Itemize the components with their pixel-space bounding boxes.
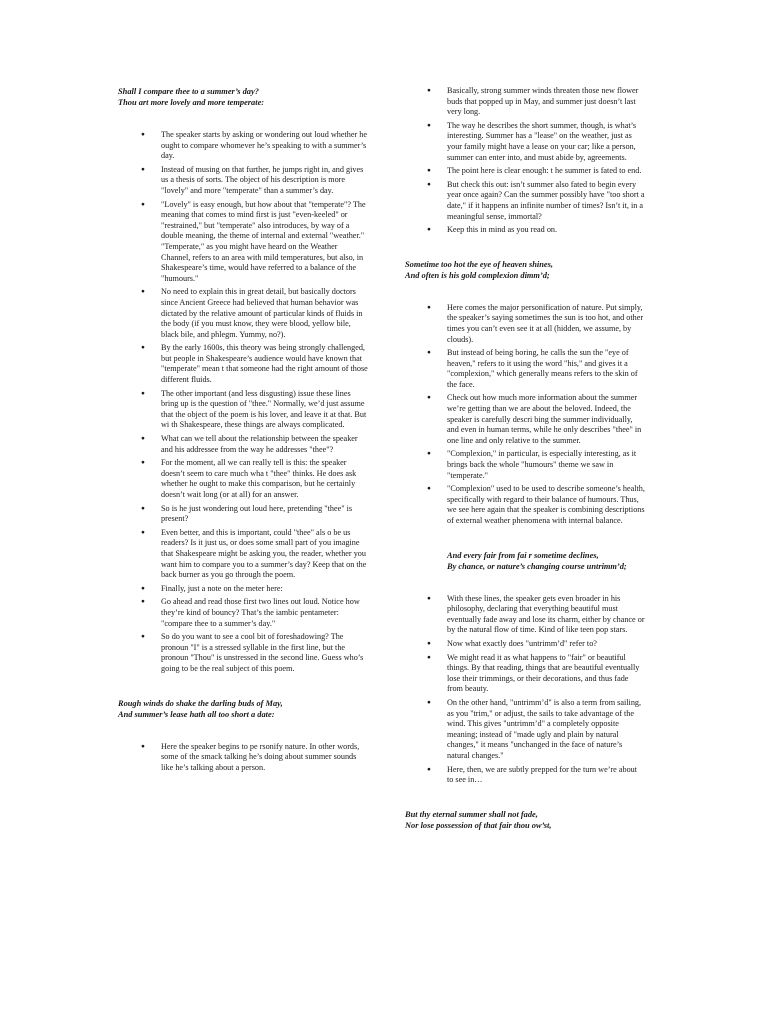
list-item: ● "Lovely" is easy enough, but how about that "temperate"? The meaning that comes to mind first is just "even-keeled" or "restrained," but "temperate" also introduces, by way of a double meaning, the theme of internal and external "weather." "Temperate," as you might have heard on the Weather Channel, refers to an area with mild temperatures, but also, in Shakespeare’s time, would have referred to a balance of the "humours.": [161, 200, 368, 285]
bullet-list-2: [118, 742, 368, 774]
list-item: ● Go ahead and read those first two lines out loud. Notice how they’re kind of bouncy? That’s the iambic pentameter: "compare thee to a summer’s day.": [161, 597, 368, 629]
list-item: ● The other important (and less disgusting) issue these lines bring up is the question of "thee." Normally, we’d just assume that the object of the poem is his lover, and leave it at that. But wi th Shakespeare, these things are always complicated.: [161, 389, 368, 431]
list-item: ● So do you want to see a cool bit of foreshadowing? The pronoun "I" is a stressed syllable in the first line, but the pronoun "Thou" is unstressed in the second line. Guess who’s going to be the real subject of this poem.: [161, 632, 368, 674]
quote-line: Nor lose possession of that fair thou ow’st,: [405, 820, 552, 830]
list-item: ● Now what exactly does "untrimm’d" refer to?: [447, 639, 645, 650]
bullet-list-3: [405, 303, 645, 527]
list-item: ● Here, then, we are subtly prepped for the turn we’re about to see in…: [447, 765, 645, 786]
list-item: ● Basically, strong summer winds threaten those new flower buds that popped up in May, and summer just doesn’t last very long.: [447, 86, 645, 118]
list-item: ● Here comes the major personification of nature. Put simply, the speaker’s saying sometimes the sun is too hot, and other times you can’t even see it at all (hidden, we assume, by clouds).: [447, 303, 645, 345]
quote-line: Thou art more lovely and more temperate:: [118, 98, 265, 107]
list-item: ● Check out how much more information about the summer we’re getting than we are about the beloved. Indeed, the speaker is carefully descri bing the summer individually, and even in human terms, while he only describes "thee" in one line and only relative to the summer.: [447, 393, 645, 446]
list-item: ● With these lines, the speaker gets even broader in his philosophy, declaring that everything beautiful must eventually fade away and lose its charm, either by chance or by the natural flow of time. Kind of like teen pop stars.: [447, 594, 645, 636]
list-item: ● Even better, and this is important, could "thee" als o be us readers? Is it just us, or does some small part of you imagine that Shakespeare might be asking you, the reader, whether you want him to compare you to a summer’s day? Keep that on the back burner as you go through the poem.: [161, 528, 368, 581]
quote-line: But thy eternal summer shall not fade,: [405, 809, 538, 819]
list-item: ● By the early 1600s, this theory was being strongly challenged, but people in Shakespeare’s audience would have known that "temperate" mean t that someone had the right amount of those different fluids.: [161, 343, 368, 385]
list-item: ● But instead of being boring, he calls the sun the "eye of heaven," refers to it using the word "his," and gives it a "complexion," which generally means refers to the skin of the face.: [447, 348, 645, 390]
right-column: [405, 86, 645, 831]
quote-line: Shall I compare thee to a summer’s day?: [118, 87, 259, 96]
quote-line: By chance, or nature’s changing course untrimm’d;: [447, 561, 627, 571]
list-item: ● The point here is clear enough: t he summer is fated to end.: [447, 166, 645, 177]
list-item: ● What can we tell about the relationship between the speaker and his addressee from the way he addresses "thee"?: [161, 434, 368, 455]
list-item: ● But check this out: isn’t summer also fated to begin every year once again? Can the summer possibly have "too short a date," if it happens an infinite number of times? Isn’t it, in a meaningful sense, immortal?: [447, 180, 645, 222]
list-item: ● "Complexion," in particular, is especially interesting, as it brings back the whole "humours" theme we saw in "temperate.": [447, 449, 645, 481]
list-item: ● We might read it as what happens to "fair" or beautiful things. By that reading, things that are beautiful eventually lose their trimmings, or their decorations, and thus fade from beauty.: [447, 653, 645, 695]
quote-heading-4: [405, 550, 645, 572]
bullet-list-1: [118, 130, 368, 675]
list-item: ● Finally, just a note on the meter here:: [161, 584, 368, 595]
list-item: ● The speaker starts by asking or wondering out loud whether he ought to compare whomever he’s speaking to with a summer’s day.: [161, 130, 368, 162]
quote-heading-2: [118, 698, 368, 720]
list-item: ● For the moment, all we can really tell is this: the speaker doesn’t seem to care much wha t "thee" thinks. He does ask whether he ought to make this comparison, but he certainly doesn’t wait long (or at all) for an answer.: [161, 458, 368, 500]
list-item: ● Instead of musing on that further, he jumps right in, and gives us a thesis of sorts. The object of his description is more "lovely" and more "temperate" than a summer’s day.: [161, 165, 368, 197]
quote-heading-3: [405, 259, 645, 281]
quote-line: Rough winds do shake the darling buds of May,: [118, 698, 283, 708]
quote-line: And often is his gold complexion dimm’d;: [405, 270, 550, 280]
list-item: ● No need to explain this in great detail, but basically doctors since Ancient Greece had believed that human behavior was dictated by the relative amount of particular kinds of fluids in the body (if you must know, they were blood, yellow bile, black bile, and phlegm. Yummy, no?).: [161, 287, 368, 340]
quote-heading-1: [118, 86, 368, 108]
list-item: ● The way he describes the short summer, though, is what’s interesting. Summer has a "lease" on the weather, just as your family might have a lease on your car; like a person, summer can enter into, and must abide by, agreements.: [447, 121, 645, 163]
quote-line: Sometime too hot the eye of heaven shines,: [405, 259, 553, 269]
left-column: [118, 86, 368, 776]
list-item: ● "Complexion" used to be used to describe someone’s health, specifically with regard to their balance of humours. Thus, we see here again that the speaker is combining descriptions of external weather phenomena with internal balance.: [447, 484, 645, 526]
bullet-list-4: [405, 594, 645, 786]
quote-line: And summer’s lease hath all too short a date:: [118, 709, 275, 719]
quote-line: And every fair from fai r sometime declines,: [447, 550, 599, 560]
list-item: ● On the other hand, "untrimm’d" is also a term from sailing, as you "trim," or adjust, the sails to take advantage of the wind. This gives "untrimm’d" a completely opposite meaning; instead of "made ugly and plain by natural changes," it means "unchanged in the face of nature’s natural changes.": [447, 698, 645, 762]
list-item: ● Here the speaker begins to pe rsonify nature. In other words, some of the smack talking he’s doing about summer sounds like he’s talking about a person.: [161, 742, 368, 774]
list-item: ● So is he just wondering out loud here, pretending "thee" is present?: [161, 504, 368, 525]
bullet-list-0: [405, 86, 645, 236]
list-item: ● Keep this in mind as you read on.: [447, 225, 645, 236]
quote-heading-5: [405, 809, 645, 831]
